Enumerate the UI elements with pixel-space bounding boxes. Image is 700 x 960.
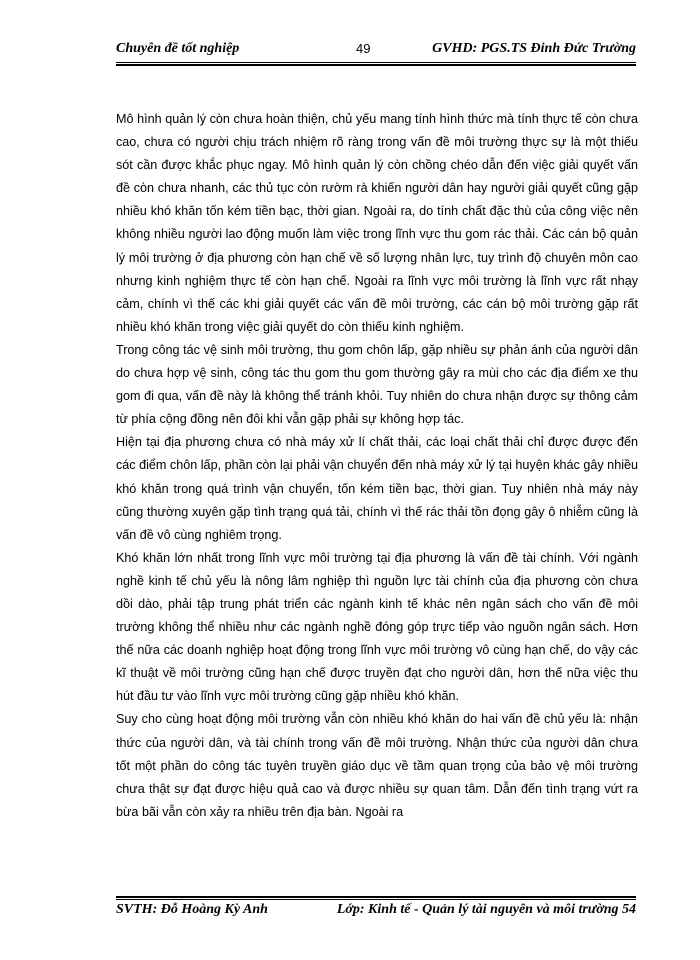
footer-rule <box>116 899 636 900</box>
header-rule-thick <box>116 64 636 66</box>
footer-rule-thick <box>116 896 636 898</box>
header-rule <box>116 62 636 63</box>
page-header <box>116 41 636 61</box>
header-advisor: GVHD: PGS.TS Đinh Đức Trường <box>432 41 636 56</box>
paragraph-3: Hiện tại địa phương chưa có nhà máy xử lí chất thải, các loại chất thải chỉ được được đến các điểm chôn lấp, phần còn lại phải vận chuyển đến nhà máy xử lý tại huyện khác gây nhiều khó khăn trong quá trình vận chuyển, tốn kém tiền bạc, thời gian. Tuy nhiên nhà máy này cũng thường xuyên gặp tình trạng quá tải, chính vì thế rác thải tồn đọng gây ô nhiễm cũng là vấn đề vô cùng nghiêm trọng. <box>116 435 638 542</box>
paragraph-1: Mô hình quản lý còn chưa hoàn thiện, chủ yếu mang tính hình thức mà tính thực tế còn chưa cao, chưa có người chịu trách nhiệm rõ ràng trong vấn đề môi trường thực sự là một thiếu sót cần được khắc phục ngay. Mô hình quản lý còn chồng chéo dẫn đến việc giải quyết vấn đề còn chưa nhanh, các thủ tục còn rườm rà khiến người dân hay người giải quyết cũng gặp nhiều khó khăn tốn kém tiền bạc, thời gian. Ngoài ra, do tính chất đặc thù của công việc nên không nhiều người lao động muốn làm việc trong lĩnh vực thu gom rác thải. Các cán bộ quản lý môi trường ở địa phương còn hạn chế về số lượng nhân lực, tuy trình độ chuyên môn cao nhưng kinh nghiệm thực tế còn hạn chế. Ngoài ra lĩnh vực môi trường là lĩnh vực rất nhạy cảm, chính vì thế các khi giải quyết các vấn đề môi trường, các cán bộ môi trường gặp rất nhiều khó khăn trong việc giải quyết do còn thiếu kinh nghiệm. <box>116 112 638 334</box>
paragraph-5: Suy cho cùng hoạt động môi trường vẫn còn nhiều khó khăn do hai vấn đề chủ yếu là: nhận thức của người dân, và tài chính trong vấn đề môi trường. Nhận thức của người dân chưa tốt một phần do công tác tuyên truyền giáo dục về tầm quan trọng của bảo vệ môi trường chưa thật sự đạt được hiệu quả cao và được nhiều sự quan tâm. Dẫn đến tình trạng vứt ra bừa bãi vẫn còn xảy ra nhiều trên địa bàn. Ngoài ra <box>116 712 638 819</box>
page-number: 49 <box>356 41 371 56</box>
footer-class: Lớp: Kinh tế - Quản lý tài nguyên và môi trường 54 <box>336 902 636 917</box>
header-title: Chuyên đề tốt nghiệp <box>116 41 240 56</box>
paragraph-2: Trong công tác vệ sinh môi trường, thu gom chôn lấp, gặp nhiều sự phản ánh của người dân do chưa hợp vệ sinh, công tác thu gom thu gom thường gây ra mùi cho các địa điểm xe thu gom đi qua, vấn đề này là không thể tránh khỏi. Tuy nhiên do chưa nhận được sự thông cảm từ phía cộng đồng nên đôi khi vẫn gặp phải sự không hợp tác. <box>116 342 638 427</box>
paragraph-4: Khó khăn lớn nhất trong lĩnh vực môi trường tại địa phương là vấn đề tài chính. Với ngành nghề kinh tế chủ yếu là nông lâm nghiệp thì nguồn lực tài chính của địa phương còn chưa dồi dào, phải tập trung phát triển các ngành kinh tế khác nên ngân sách cho vấn đề môi trường không thể nhiều như các ngành nghề đóng góp trực tiếp vào nguồn ngân sách. Hơn thế nữa các doanh nghiệp hoạt động trong lĩnh vực môi trường vô cùng hạn chế, do vậy các kĩ thuật về môi trường cũng hạn chế được truyền đạt cho người dân, hơn thế nữa việc thu hút đầu tư vào lĩnh vực môi trường cũng gặp nhiều khó khăn. <box>116 550 638 704</box>
footer-student: SVTH: Đỗ Hoàng Kỳ Anh <box>116 902 268 917</box>
page-footer <box>116 902 636 922</box>
document-body <box>116 108 638 824</box>
